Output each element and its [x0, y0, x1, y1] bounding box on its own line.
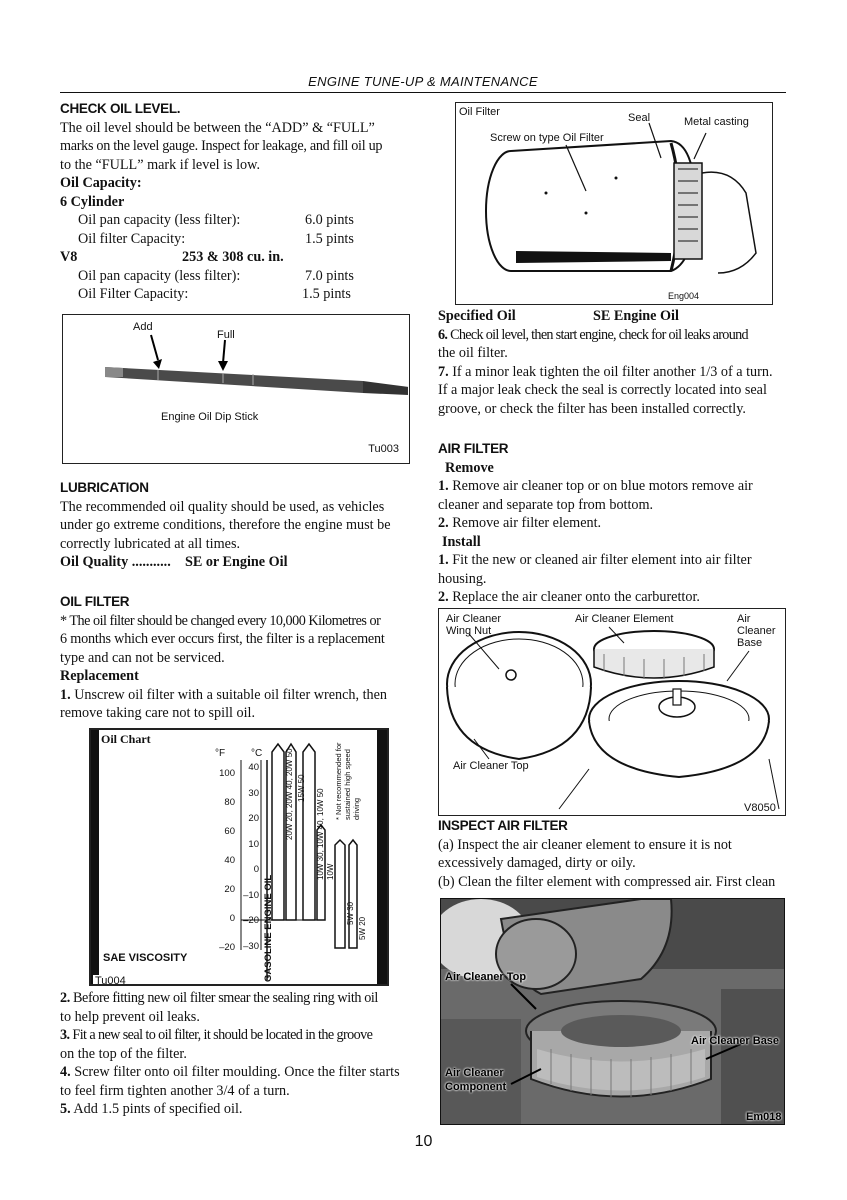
step-number: 2.: [438, 515, 449, 531]
air-cleaner-base-label: [737, 613, 776, 649]
text-line: The oil level should be between the “ADD” & “FULL”: [60, 119, 375, 136]
oil-capacity-heading: Oil Capacity:: [60, 175, 142, 191]
add-mark-label: Add: [133, 321, 153, 333]
page-number: 10: [414, 1133, 433, 1150]
page-header: ENGINE TUNE-UP & MAINTENANCE: [308, 74, 538, 89]
v8-heading: [60, 248, 410, 267]
fahrenheit-label: °F: [215, 748, 226, 759]
photo-air-cleaner-base-label: Air Cleaner Base: [691, 1035, 780, 1047]
label-line: Air: [737, 613, 751, 625]
capacity-value: 7.0 pints: [305, 267, 354, 284]
specified-oil-value: SE Engine Oil: [593, 308, 679, 324]
step-text: Before fitting new oil filter smear the sealing ring with oil: [69, 990, 378, 1006]
celsius-tick: –10: [243, 889, 259, 901]
step-text: Unscrew oil filter with a suitable oil filter wrench, then: [70, 686, 388, 703]
text-line: (b) Clean the filter element with compressed air. First clean: [438, 873, 776, 890]
step-number: 1.: [60, 686, 71, 703]
celsius-tick: 0: [253, 864, 259, 875]
capacity-label: Oil Filter Capacity:: [78, 286, 189, 302]
seal-label: Seal: [628, 112, 651, 124]
text-line: remove taking care not to spill oil.: [60, 705, 256, 721]
capacity-label: Oil pan capacity (less filter):: [78, 267, 241, 284]
oil-quality-label: Oil Quality ...........: [60, 554, 171, 570]
capacity-row: [60, 267, 410, 286]
check-oil-section: [60, 100, 410, 304]
oil-quality-line: [60, 553, 410, 572]
celsius-tick: 30: [248, 787, 259, 799]
full-mark-label: Full: [217, 329, 235, 341]
specified-oil-section: [438, 307, 788, 418]
fahrenheit-tick: 60: [224, 826, 235, 837]
grade-label: 15W 50: [297, 774, 306, 802]
step-text: Add 1.5 pints of specified oil.: [70, 1101, 243, 1117]
text-line: the oil filter.: [438, 345, 508, 361]
air-cleaner-element-label: Air Cleaner Element: [575, 613, 674, 625]
grade-label: 5W 20: [358, 916, 367, 940]
metal-casting-label: Metal casting: [684, 116, 749, 128]
photo-air-cleaner-top-label: Air Cleaner Top: [445, 971, 527, 983]
not-recommended-note: * Not recommended for sustained high speed driving: [334, 742, 361, 820]
text-line: 6 months which ever occurs first, the filter is a replacement: [60, 631, 385, 647]
specified-oil-label: Specified Oil: [438, 308, 516, 324]
text-line: excessively damaged, dirty or oily.: [438, 855, 636, 871]
text-line: * The oil filter should be changed every 10,000 Kilometres or: [60, 612, 381, 629]
step-line: [60, 1063, 412, 1082]
oil-quality-value: SE or Engine Oil: [184, 554, 288, 570]
celsius-tick: –30: [243, 940, 259, 952]
step-line: [60, 1026, 412, 1045]
oil-chart-title: Oil Chart: [101, 732, 151, 746]
step-line: [60, 686, 412, 705]
step-line: [438, 588, 788, 607]
text-line: housing.: [438, 570, 487, 587]
text-line: marks on the level gauge. Inspect for leakage, and fill oil up: [60, 138, 383, 154]
figure-code: Tu004: [95, 975, 126, 986]
check-oil-heading: CHECK OIL LEVEL.: [60, 101, 181, 116]
step-number: 1.: [438, 552, 449, 568]
fahrenheit-tick: –20: [219, 942, 235, 953]
capacity-value: 1.5 pints: [302, 286, 351, 302]
air-cleaner-photo: [440, 898, 785, 1125]
step-line: [60, 989, 412, 1008]
capacity-value: 6.0 pints: [305, 212, 354, 228]
air-cleaner-top-label: Air Cleaner Top: [453, 760, 529, 772]
air-filter-heading: AIR FILTER: [438, 441, 509, 456]
air-cleaner-figure: [438, 608, 786, 816]
label-line: Component: [445, 1081, 507, 1093]
step-text: Remove air filter element.: [448, 515, 602, 531]
fahrenheit-tick: 20: [224, 884, 235, 895]
specified-oil-line: [438, 307, 788, 326]
grade-label: 20W 20, 20W 40, 20W 50: [285, 748, 294, 840]
fahrenheit-tick: 0: [229, 913, 235, 924]
celsius-tick: 10: [248, 838, 259, 850]
step-number: 2.: [438, 589, 449, 605]
text-line: groove, or check the filter has been installed correctly.: [438, 400, 746, 417]
fahrenheit-tick: 80: [224, 797, 235, 808]
dipstick-caption: Engine Oil Dip Stick: [161, 411, 259, 423]
install-heading: Install: [442, 533, 481, 550]
wing-nut-label: [446, 613, 501, 637]
label-line: Air Cleaner: [446, 613, 502, 625]
photo-air-cleaner-component-label: [445, 1066, 506, 1094]
grade-label: 10W 30, 10W 40, 10W 50: [316, 788, 325, 880]
text-line: correctly lubricated at all times.: [60, 535, 241, 552]
step-text: If a minor leak tighten the oil filter another 1/3 of a turn.: [448, 363, 773, 380]
celsius-tick: 20: [248, 813, 259, 824]
lubrication-heading: LUBRICATION: [60, 480, 149, 495]
grade-label: 5W 30: [346, 901, 355, 925]
gasoline-engine-oil-label: GASOLINE ENGINE OIL: [263, 874, 274, 982]
label-line: Base: [737, 637, 763, 649]
capacity-row: [60, 230, 410, 249]
v8-label: V8: [60, 249, 78, 265]
step-line: [60, 1100, 412, 1119]
figure-code: Em018: [746, 1111, 782, 1123]
inspect-heading: INSPECT AIR FILTER: [438, 818, 568, 833]
step-line: [438, 551, 788, 570]
step-number: 6.: [438, 326, 448, 343]
text-line: to help prevent oil leaks.: [60, 1008, 200, 1025]
replacement-heading: Replacement: [60, 668, 139, 684]
capacity-label: Oil filter Capacity:: [78, 230, 186, 247]
label-line: Cleaner: [737, 625, 776, 637]
capacity-label: Oil pan capacity (less filter):: [78, 212, 241, 228]
celsius-label: °C: [251, 748, 263, 759]
step-number: 1.: [438, 478, 449, 494]
text-line: under go extreme conditions, therefore the engine must be: [60, 517, 391, 533]
oil-filter-figure: [455, 102, 773, 305]
step-text: Replace the air cleaner onto the carburettor.: [448, 589, 700, 605]
label-line: Wing Nut: [446, 625, 492, 637]
step-number: 5.: [60, 1101, 71, 1117]
step-line: [438, 477, 788, 496]
screw-on-filter-label: Screw on type Oil Filter: [490, 132, 604, 144]
step-number: 7.: [438, 363, 449, 380]
step-number: 4.: [60, 1064, 71, 1080]
text-line: The recommended oil quality should be used, as vehicles: [60, 498, 385, 515]
step-text: Fit the new or cleaned air filter element into air filter: [448, 552, 752, 568]
oil-filter-section: [60, 593, 412, 723]
dipstick-illustration: [63, 315, 408, 462]
air-cleaner-illustration: [439, 609, 784, 814]
header-rule: [60, 92, 786, 93]
fahrenheit-tick: 100: [219, 768, 235, 779]
step-text: Screw filter onto oil filter moulding. Once the filter starts: [70, 1064, 400, 1080]
step-text: Remove air cleaner top or on blue motors remove air: [448, 478, 753, 494]
fahrenheit-tick: 40: [224, 855, 235, 866]
inspect-air-filter-section: [438, 817, 788, 891]
text-line: cleaner and separate top from bottom.: [438, 496, 654, 513]
remove-heading: Remove: [445, 459, 494, 476]
step-line: [438, 326, 788, 345]
step-line: [438, 514, 788, 533]
figure-code: Tu003: [368, 443, 399, 455]
step-number: 2.: [60, 990, 70, 1006]
six-cylinder-heading: 6 Cylinder: [60, 193, 125, 210]
text-line: on the top of the filter.: [60, 1045, 187, 1062]
capacity-value: 1.5 pints: [305, 230, 354, 247]
step-text: Check oil level, then start engine, check for oil leaks around: [447, 326, 748, 343]
label-line: Air Cleaner: [445, 1067, 504, 1079]
step-text: Fit a new seal to oil filter, it should be located in the groove: [69, 1027, 373, 1043]
lubrication-section: [60, 479, 410, 572]
celsius-tick: 40: [248, 762, 259, 773]
figure-code: V8050: [744, 802, 776, 814]
sae-viscosity-label: SAE VISCOSITY: [103, 952, 188, 964]
dipstick-figure: [62, 314, 410, 464]
text-line: to the “FULL” mark if level is low.: [60, 156, 261, 173]
v8-displacement: 253 & 308 cu. in.: [182, 249, 284, 265]
filter-steps: [60, 989, 412, 1119]
figure-code: Eng004: [668, 291, 700, 301]
grade-label: 10W: [326, 863, 335, 880]
text-line: If a major leak check the seal is correctly located into seal: [438, 382, 767, 398]
oil-filter-label: Oil Filter: [459, 106, 500, 118]
text-line: type and can not be serviced.: [60, 649, 225, 666]
text-line: to feel firm tighten another 3/4 of a turn.: [60, 1082, 290, 1099]
air-filter-section: [438, 440, 788, 607]
capacity-row: [60, 211, 410, 230]
oil-chart-figure: [89, 728, 389, 986]
capacity-row: [60, 285, 410, 304]
celsius-tick: –20: [243, 915, 259, 926]
step-line: [438, 363, 788, 382]
text-line: (a) Inspect the air cleaner element to ensure it is not: [438, 836, 732, 853]
oil-filter-heading: OIL FILTER: [60, 594, 130, 609]
step-number: 3.: [60, 1027, 70, 1043]
